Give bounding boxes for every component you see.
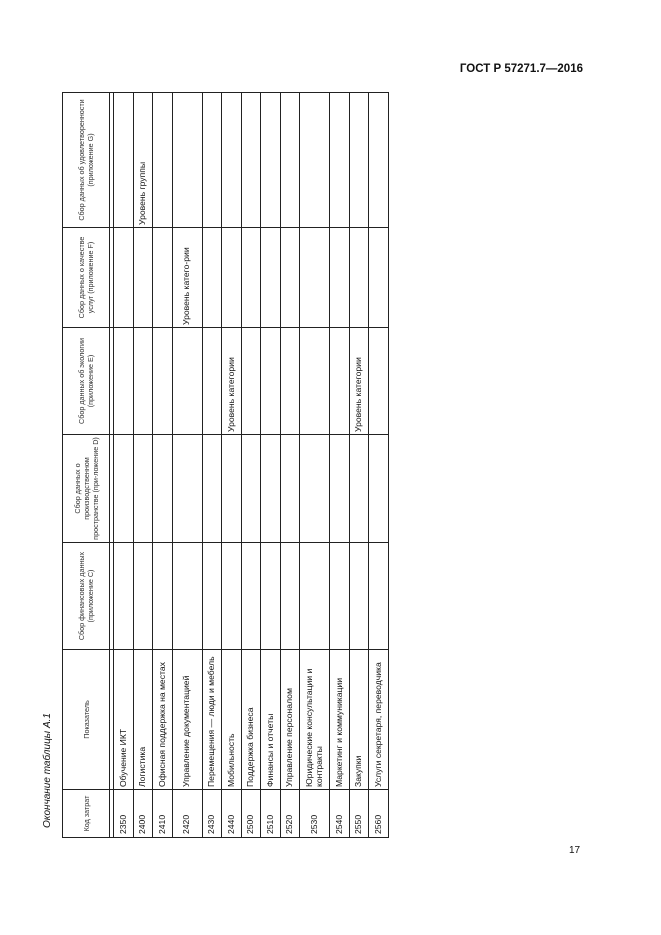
table-row xyxy=(114,93,134,838)
table-cell-space xyxy=(241,435,261,543)
table-cell-fin xyxy=(114,543,134,650)
table-cell-code: 2500 xyxy=(241,790,261,838)
rotated-table-block xyxy=(42,93,398,838)
table-cell-code: 2560 xyxy=(369,790,389,838)
table-cell-space xyxy=(330,435,350,543)
table-cell-space xyxy=(202,435,222,543)
table-cell-fin xyxy=(153,543,173,650)
table-cell-fin xyxy=(300,543,330,650)
header-cell: Код затрат xyxy=(63,790,110,838)
table-cell-eco xyxy=(172,328,202,435)
table-row xyxy=(222,93,242,838)
table-cell-eco xyxy=(153,328,173,435)
table-cell-quality xyxy=(280,228,300,328)
table-cell-eco xyxy=(280,328,300,435)
table-cell-satisfaction xyxy=(202,93,222,228)
table-cell-fin xyxy=(172,543,202,650)
table-cell-space xyxy=(261,435,281,543)
table-row xyxy=(241,93,261,838)
table-cell-name: Поддержка бизнеса xyxy=(241,650,261,790)
table-cell-fin xyxy=(261,543,281,650)
table-cell-satisfaction xyxy=(261,93,281,228)
page-number: 17 xyxy=(569,845,581,856)
table-header-row xyxy=(63,93,110,838)
table-cell-space xyxy=(172,435,202,543)
table-cell-eco xyxy=(202,328,222,435)
table-cell-space xyxy=(114,435,134,543)
table-row xyxy=(172,93,202,838)
table-cell-code: 2530 xyxy=(300,790,330,838)
table-cell-name: Логистика xyxy=(133,650,153,790)
table-cell-code: 2350 xyxy=(114,790,134,838)
table-cell-satisfaction xyxy=(222,93,242,228)
header-cell: Показатель xyxy=(63,650,110,790)
header-cell: Сбор данных о производственном пространстве (при-ложение D) xyxy=(63,435,110,543)
table-row xyxy=(369,93,389,838)
table-cell-name: Мобильность xyxy=(222,650,242,790)
table-row xyxy=(349,93,369,838)
table-cell-eco xyxy=(330,328,350,435)
header-cell: Сбор данных о качестве услуг (приложение F) xyxy=(63,228,110,328)
table-row xyxy=(261,93,281,838)
table-body xyxy=(110,93,389,838)
table-row xyxy=(330,93,350,838)
header-cell: Сбор данных об экологии (приложение Е) xyxy=(63,328,110,435)
table-cell-quality xyxy=(153,228,173,328)
header-cell: Сбор данных об удовлетворенности (приложение G) xyxy=(63,93,110,228)
table-cell-space xyxy=(300,435,330,543)
table-cell-code: 2520 xyxy=(280,790,300,838)
table-caption: Окончание таблицы А.1 xyxy=(42,713,53,828)
table-cell-quality xyxy=(369,228,389,328)
table-cell-quality xyxy=(261,228,281,328)
table-cell-code: 2410 xyxy=(153,790,173,838)
table-cell-satisfaction xyxy=(172,93,202,228)
table-cell-satisfaction xyxy=(330,93,350,228)
table-cell-name: Юридические консультации и контракты xyxy=(300,650,330,790)
table-cell-quality xyxy=(114,228,134,328)
table-cell-code: 2430 xyxy=(202,790,222,838)
table-cell-name: Услуги секретаря, переводчика xyxy=(369,650,389,790)
table-cell-fin xyxy=(280,543,300,650)
document-code: ГОСТ Р 57271.7—2016 xyxy=(459,63,583,75)
table-cell-quality xyxy=(300,228,330,328)
table-cell-fin xyxy=(349,543,369,650)
table-cell-quality xyxy=(241,228,261,328)
table-cell-eco xyxy=(261,328,281,435)
table-cell-eco xyxy=(114,328,134,435)
table-cell-quality: Уровень катего-рии xyxy=(172,228,202,328)
table-cell-fin xyxy=(330,543,350,650)
table-cell-satisfaction xyxy=(241,93,261,228)
table-row xyxy=(280,93,300,838)
table-cell-name: Обучение ИКТ xyxy=(114,650,134,790)
table-cell-space xyxy=(222,435,242,543)
table-cell-name: Финансы и отчеты xyxy=(261,650,281,790)
table-cell-code: 2400 xyxy=(133,790,153,838)
table-row xyxy=(133,93,153,838)
table-cell-satisfaction xyxy=(369,93,389,228)
header-cell: Сбор финансовых данных (приложение С) xyxy=(63,543,110,650)
table-cell-space xyxy=(133,435,153,543)
table-cell-space xyxy=(153,435,173,543)
table-cell-quality xyxy=(222,228,242,328)
table-cell-eco xyxy=(369,328,389,435)
table-cell-eco: Уровень категории xyxy=(222,328,242,435)
table-cell-name: Перемещения — люди и мебель xyxy=(202,650,222,790)
table-cell-name: Маркетинг и коммуникации xyxy=(330,650,350,790)
table-cell-code: 2420 xyxy=(172,790,202,838)
table-cell-name: Управление документацией xyxy=(172,650,202,790)
table-cell-eco xyxy=(241,328,261,435)
table-cell-code: 2510 xyxy=(261,790,281,838)
table-cell-eco xyxy=(300,328,330,435)
table-cell-quality xyxy=(202,228,222,328)
table-cell-quality xyxy=(133,228,153,328)
table-cell-fin xyxy=(369,543,389,650)
table-cell-code: 2550 xyxy=(349,790,369,838)
table-cell-satisfaction xyxy=(300,93,330,228)
table-cell-name: Закупки xyxy=(349,650,369,790)
table-cell-code: 2440 xyxy=(222,790,242,838)
table-row xyxy=(300,93,330,838)
table-cell-name: Управление персоналом xyxy=(280,650,300,790)
table-cell-name: Офисная поддержка на местах xyxy=(153,650,173,790)
table-cell-fin xyxy=(222,543,242,650)
table-cell-quality xyxy=(330,228,350,328)
table-cell-fin xyxy=(133,543,153,650)
table-row xyxy=(153,93,173,838)
table-cell-satisfaction xyxy=(153,93,173,228)
table-cell-quality xyxy=(349,228,369,328)
table-cell-satisfaction xyxy=(349,93,369,228)
table-row xyxy=(202,93,222,838)
table-cell-satisfaction: Уровень группы xyxy=(133,93,153,228)
table-cell-eco xyxy=(133,328,153,435)
table-cell-code: 2540 xyxy=(330,790,350,838)
table-cell-space xyxy=(280,435,300,543)
table-cell-fin xyxy=(202,543,222,650)
table-cell-space xyxy=(369,435,389,543)
table-cell-fin xyxy=(241,543,261,650)
table-cell-satisfaction xyxy=(280,93,300,228)
table-cell-space xyxy=(349,435,369,543)
table-cell-satisfaction xyxy=(114,93,134,228)
cost-table xyxy=(62,92,389,838)
table-cell-eco: Уровень категории xyxy=(349,328,369,435)
